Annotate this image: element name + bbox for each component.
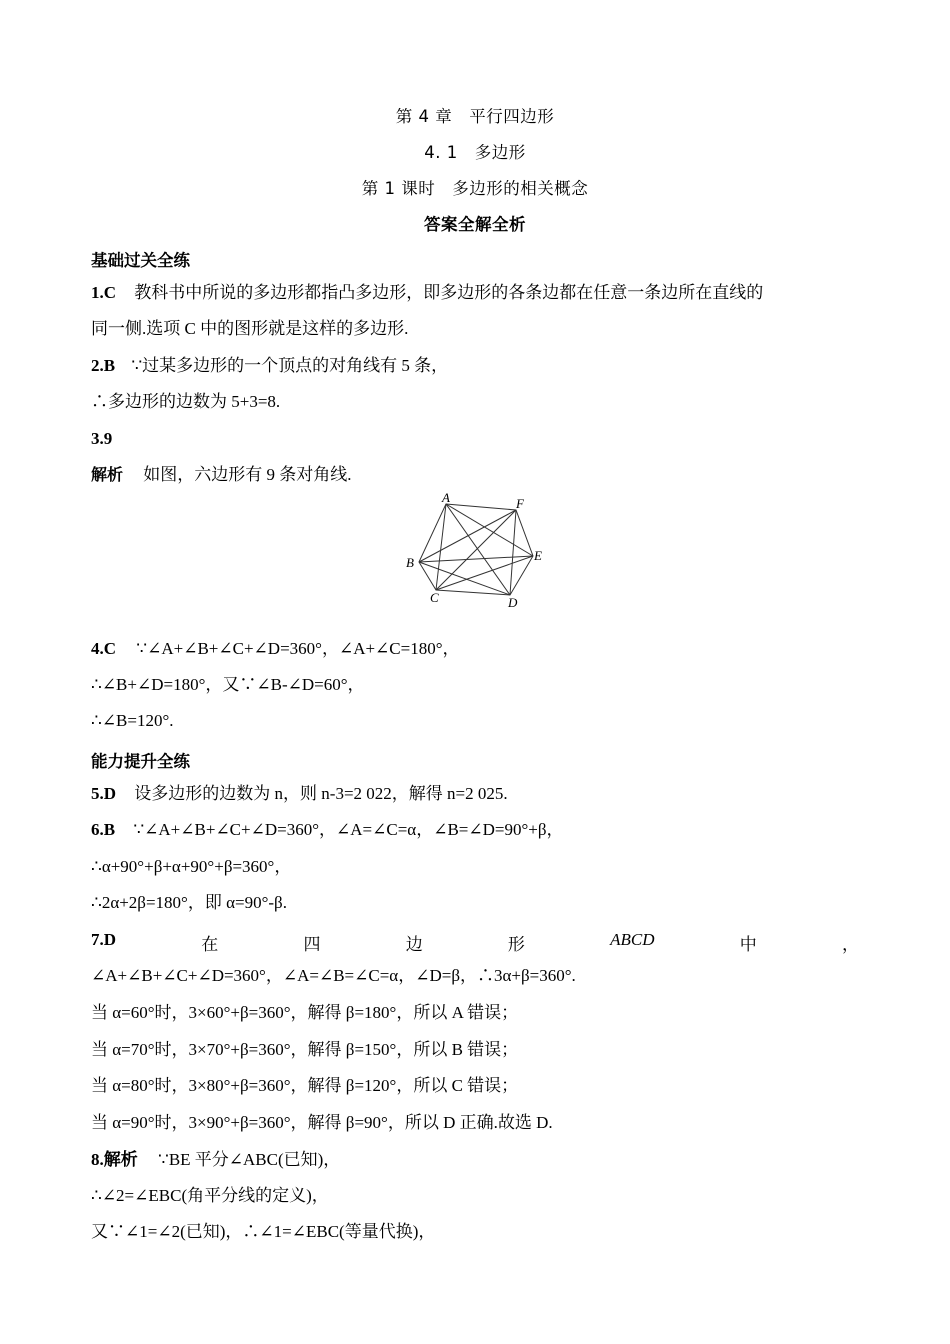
q1-number: 1.C: [91, 283, 117, 302]
q8-line2: ∴∠2=∠EBC(角平分线的定义)，: [91, 1186, 329, 1205]
section-title: 4. 1 多边形: [424, 143, 526, 162]
q5-number: 5.D: [91, 784, 117, 803]
vertex-label-d: D: [508, 595, 518, 610]
q6-text: ∵∠A+∠B+∠C+∠D=360°，∠A=∠C=α，∠B=∠D=90°+β，: [133, 820, 564, 839]
q7-line1: [91, 930, 859, 955]
q4-text: ∵∠A+∠B+∠C+∠D=360°，∠A+∠C=180°，: [136, 639, 460, 658]
q7-word-7: ，: [841, 935, 859, 954]
q2-text: ∵过某多边形的一个顶点的对角线有 5 条，: [131, 356, 449, 375]
q6-line1: [91, 820, 861, 840]
section-basic: 基础过关全练: [91, 251, 190, 270]
q7-line6: 当 α=90°时，3×90°+β=360°，解得 β=90°，所以 D 正确.故选 D.: [91, 1113, 553, 1132]
q7-word-3: 边: [405, 935, 423, 954]
diagonal-ae: [446, 504, 533, 556]
q6-line2: ∴α+90°+β+α+90°+β=360°，: [91, 857, 292, 876]
vertex-label-b: B: [406, 555, 414, 570]
q8-line1: [91, 1150, 861, 1170]
q3-text: 如图，六边形有 9 条对角线.: [143, 465, 352, 484]
q7-line3: 当 α=60°时，3×60°+β=360°，解得 β=180°，所以 A 错误；: [91, 1003, 519, 1022]
q7-line5: 当 α=80°时，3×80°+β=360°，解得 β=120°，所以 C 错误；: [91, 1076, 519, 1095]
q6-number: 6.B: [91, 820, 116, 839]
vertex-label-c: C: [430, 590, 439, 605]
q2-line2: ∴多边形的边数为 5+3=8.: [91, 392, 281, 411]
vertex-label-a: A: [442, 492, 450, 505]
q7-line4: 当 α=70°时，3×70°+β=360°，解得 β=150°，所以 B 错误；: [91, 1040, 519, 1059]
diagonal-fb: [419, 510, 516, 562]
diagonal-ac: [436, 504, 446, 590]
q2-number: 2.B: [91, 356, 116, 375]
vertex-label-f: F: [516, 496, 524, 511]
q4-line3: ∴∠B=120°.: [91, 711, 174, 730]
q1-line2: 同一侧.选项 C 中的图形就是这样的多边形.: [91, 319, 409, 338]
q4-number: 4.C: [91, 639, 117, 658]
chapter-title: 第 4 章 平行四边形: [395, 107, 555, 126]
q1-line1: [91, 283, 861, 303]
q2-line1: [91, 356, 861, 376]
diagonal-fd: [510, 510, 516, 595]
q1-text: 教科书中所说的多边形都指凸多边形，即多边形的各条边都在任意一条边所在直线的: [134, 283, 764, 302]
q7-line2: ∠A+∠B+∠C+∠D=360°，∠A=∠B=∠C=α，∠D=β，∴3α+β=360°.: [91, 966, 576, 985]
section-advanced: 能力提升全练: [91, 752, 190, 771]
q3-analysis-label: 解析: [91, 465, 124, 484]
q4-line1: [91, 639, 861, 659]
q3-number: 3.9: [91, 429, 113, 448]
q7-number: 7.D: [91, 930, 117, 949]
hexagon-diagram: [400, 492, 560, 612]
diagonal-ad: [446, 504, 510, 595]
q5-line1: [91, 784, 861, 804]
q6-line3: ∴2α+2β=180°，即 α=90°-β.: [91, 893, 287, 912]
q3-line2: [91, 465, 861, 485]
vertex-label-e: E: [534, 548, 542, 563]
diagonal-eb: [419, 556, 533, 562]
q7-word-4: 形: [507, 935, 525, 954]
q7-word-5: ABCD: [610, 930, 655, 949]
q7-word-2: 四: [303, 935, 321, 954]
q8-text: ∵BE 平分∠ABC(已知)，: [158, 1150, 341, 1169]
q5-text: 设多边形的边数为 n，则 n-3=2 022，解得 n=2 025.: [134, 784, 508, 803]
lesson-title: 第 1 课时 多边形的相关概念: [361, 179, 589, 198]
q7-word-6: 中: [739, 935, 757, 954]
q4-line2: ∴∠B+∠D=180°，又∵∠B-∠D=60°，: [91, 675, 365, 694]
q7-word-1: 在: [201, 935, 219, 954]
q3-line1: [91, 429, 861, 449]
q8-line3: 又∵∠1=∠2(已知)，∴∠1=∠EBC(等量代换)，: [91, 1222, 436, 1241]
answer-subtitle: 答案全解全析: [424, 215, 526, 234]
q8-number: 8.解析: [91, 1150, 138, 1169]
